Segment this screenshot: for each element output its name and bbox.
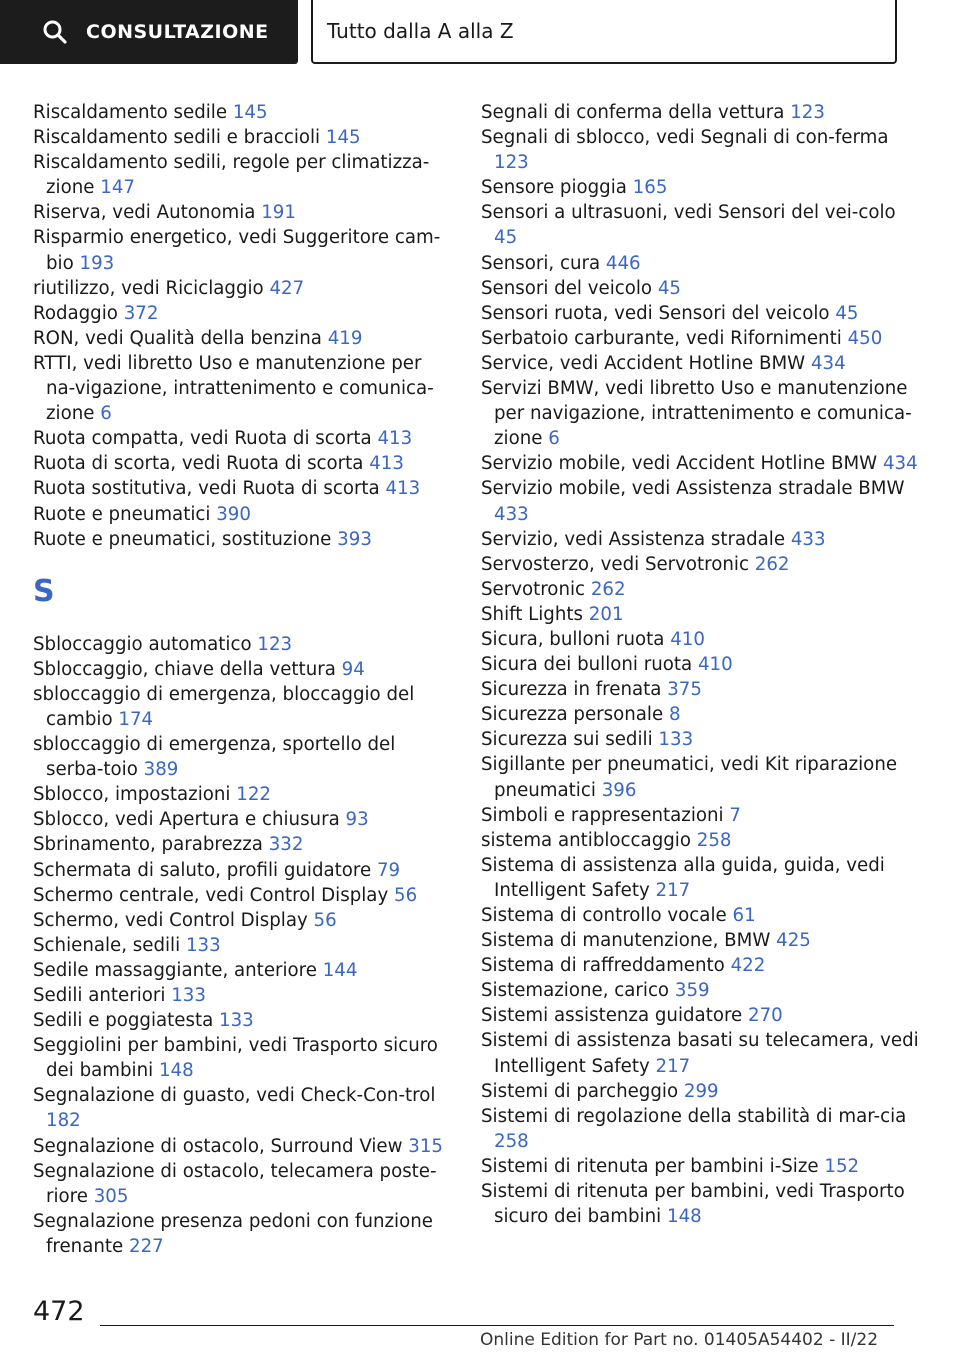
entry-text: sbloccaggio di emergenza, bloccaggio del cambio <box>33 683 415 730</box>
entry-text: Sistemi di ritenuta per bambini i-Size <box>481 1155 819 1177</box>
entry-text: Serbatoio carburante, vedi Rifornimenti <box>481 327 842 349</box>
page-link[interactable]: 270 <box>748 1005 783 1027</box>
index-entry <box>33 326 453 351</box>
page-link[interactable]: 93 <box>345 809 369 831</box>
index-entry <box>481 351 921 376</box>
index-entry <box>481 903 921 928</box>
index-entry <box>33 225 453 275</box>
page-link[interactable]: 61 <box>732 905 756 926</box>
index-entry <box>481 476 921 526</box>
page-link[interactable]: 133 <box>171 985 206 1006</box>
index-entry <box>481 376 921 451</box>
entry-text: Servizio mobile, vedi Assistenza stradale BMW <box>481 478 905 500</box>
index-entry <box>33 502 453 527</box>
page-link[interactable]: 45 <box>835 302 859 324</box>
index-entry <box>33 451 453 476</box>
page-link[interactable]: 262 <box>754 553 790 575</box>
entry-text: Segnali di conferma della vettura <box>481 102 785 123</box>
entry-text: Sbrinamento, parabrezza <box>33 834 263 856</box>
entry-text: Riscaldamento sedile <box>33 102 228 123</box>
entry-text: Risparmio energetico, vedi Suggeritore cam-bio <box>33 227 441 274</box>
page-link[interactable]: 123 <box>494 152 529 174</box>
page-link[interactable]: 393 <box>337 528 372 550</box>
entry-text: Simboli e rappresentazioni <box>481 804 724 826</box>
page-link[interactable]: 133 <box>185 934 221 956</box>
entry-text: Ruota di scorta, vedi Ruota di scorta <box>33 453 364 475</box>
index-entry <box>481 1079 921 1104</box>
entry-text: Rodaggio <box>33 302 118 324</box>
page-link[interactable]: 315 <box>408 1135 443 1157</box>
page-link[interactable]: 433 <box>790 528 826 550</box>
index-entry <box>33 426 453 451</box>
page-link[interactable]: 182 <box>46 1110 81 1132</box>
index-entry <box>481 326 921 351</box>
entry-text: Sicurezza in frenata <box>481 679 662 701</box>
page-link[interactable]: 7 <box>729 804 741 826</box>
entry-text: Sbloccaggio, chiave della vettura <box>33 658 336 680</box>
page-link[interactable]: 148 <box>667 1206 702 1228</box>
entry-text: Sedili anteriori <box>33 985 166 1006</box>
entry-text: Sensori del veicolo <box>481 277 653 299</box>
page-link[interactable]: 45 <box>657 277 682 299</box>
page-link[interactable]: 425 <box>776 930 811 952</box>
index-entry <box>33 1008 453 1033</box>
page-link[interactable]: 410 <box>670 628 705 650</box>
entry-text: Sistemi di regolazione della stabilità di mar-cia <box>481 1105 907 1127</box>
index-entry <box>33 807 453 832</box>
entry-text: Sedili e poggiatesta <box>33 1010 214 1032</box>
index-entry <box>481 1104 921 1154</box>
entry-text: Servosterzo, vedi Servotronic <box>481 553 749 575</box>
index-entry <box>33 1083 453 1133</box>
entry-text: Sistema di controllo vocale <box>481 905 727 926</box>
page-link[interactable]: 427 <box>269 277 305 299</box>
entry-text: Schermo, vedi Control Display <box>33 909 308 931</box>
entry-text: Sensore pioggia <box>481 177 627 199</box>
entry-text: Schermo centrale, vedi Control Display <box>33 884 389 906</box>
index-entry <box>481 677 921 702</box>
index-column-right <box>481 100 921 1229</box>
entry-text: Sensori, cura <box>481 252 601 274</box>
index-entry <box>33 883 453 908</box>
page-link[interactable]: 148 <box>158 1060 194 1082</box>
entry-text: Sicurezza sui sedili <box>481 729 653 751</box>
footer-divider <box>100 1325 894 1326</box>
page-link[interactable]: 372 <box>123 302 159 324</box>
page-number: 472 <box>33 1296 85 1327</box>
page-link[interactable]: 145 <box>325 127 361 149</box>
page-link[interactable]: 396 <box>601 779 637 801</box>
index-entry <box>33 1159 453 1209</box>
index-entry <box>481 978 921 1003</box>
entry-text: sbloccaggio di emergenza, sportello del serba-toio <box>33 734 396 781</box>
page-link[interactable]: 332 <box>268 834 304 856</box>
index-entry <box>481 251 921 276</box>
page-link[interactable]: 133 <box>658 729 694 751</box>
index-entry <box>481 100 921 125</box>
index-entry <box>481 627 921 652</box>
entry-text: RTTI, vedi libretto Uso e manutenzione per na-vigazione, intrattenimento e comunica-zione <box>33 352 434 425</box>
entry-text: Sistemi di assistenza basati su telecamera, vedi Intelligent Safety <box>481 1030 919 1077</box>
page-link[interactable]: 450 <box>847 327 883 349</box>
index-entry <box>481 577 921 602</box>
index-column-left <box>33 100 453 1259</box>
index-entry <box>481 602 921 627</box>
index-entry <box>481 1179 921 1229</box>
index-entry <box>481 752 921 802</box>
entry-text: Shift Lights <box>481 603 583 625</box>
index-entry <box>33 100 453 125</box>
index-entry <box>33 276 453 301</box>
index-entry <box>33 958 453 983</box>
entry-text: Service, vedi Accident Hotline BMW <box>481 352 806 374</box>
entry-text: Sedile massaggiante, anteriore <box>33 959 317 981</box>
index-entry <box>481 125 921 175</box>
entry-text: Sicura dei bulloni ruota <box>481 654 693 676</box>
entry-text: Segnalazione di ostacolo, telecamera poste-riore <box>33 1160 437 1207</box>
index-entry <box>33 682 453 732</box>
entry-text: Ruote e pneumatici <box>33 503 211 525</box>
page-link[interactable]: 201 <box>588 603 624 625</box>
entry-text: Segnalazione di guasto, vedi Check-Con-trol <box>33 1085 436 1107</box>
page-link[interactable]: 174 <box>118 708 154 730</box>
page-link[interactable]: 217 <box>655 879 691 901</box>
page-link[interactable]: 389 <box>143 759 179 781</box>
page-link[interactable]: 193 <box>79 252 115 274</box>
entry-text: sistema antibloccaggio <box>481 829 691 851</box>
entry-text: Sistemi di ritenuta per bambini, vedi Trasporto sicuro dei bambini <box>481 1181 905 1228</box>
index-entry <box>481 1154 921 1179</box>
index-entry <box>33 1134 453 1159</box>
entry-text: Segnalazione di ostacolo, Surround View <box>33 1135 403 1157</box>
index-entry <box>481 702 921 727</box>
page-link[interactable]: 375 <box>667 679 702 701</box>
page-link[interactable]: 434 <box>882 453 918 475</box>
entry-text: RON, vedi Qualità della benzina <box>33 327 322 349</box>
index-entry <box>33 1209 453 1259</box>
index-entry <box>33 782 453 807</box>
entry-text: Sbloccaggio automatico <box>33 633 252 655</box>
page-link[interactable]: 145 <box>232 102 268 123</box>
index-entry <box>481 451 921 476</box>
index-entry <box>33 983 453 1008</box>
index-entry <box>481 301 921 326</box>
entry-text: Sblocco, vedi Apertura e chiusura <box>33 809 340 831</box>
index-entry <box>481 276 921 301</box>
page-link[interactable]: 133 <box>219 1010 254 1032</box>
page-link[interactable]: 217 <box>655 1055 691 1077</box>
entry-text: Segnali di sblocco, vedi Segnali di con-ferma <box>481 127 889 149</box>
entry-text: Servizio, vedi Assistenza stradale <box>481 528 786 550</box>
edition-label: Online Edition for Part no. 01405A54402 - II/22 <box>480 1330 879 1350</box>
page-link[interactable]: 227 <box>129 1235 164 1257</box>
page-link[interactable]: 45 <box>494 227 518 249</box>
page-link[interactable]: 56 <box>394 884 418 906</box>
entry-text: Servotronic <box>481 578 586 600</box>
index-entry <box>481 652 921 677</box>
entry-text: Sblocco, impostazioni <box>33 784 231 806</box>
index-entry <box>33 908 453 933</box>
entry-text: Sistemi assistenza guidatore <box>481 1005 743 1027</box>
entry-text: Sistemazione, carico <box>481 980 670 1002</box>
page-link[interactable]: 123 <box>257 633 293 655</box>
page-link[interactable]: 262 <box>590 578 626 600</box>
entry-text: Sicura, bulloni ruota <box>481 628 665 650</box>
page-link[interactable]: 79 <box>376 859 401 881</box>
index-entry <box>33 832 453 857</box>
index-entry <box>481 552 921 577</box>
index-entry <box>481 200 921 250</box>
entry-text: Ruote e pneumatici, sostituzione <box>33 528 332 550</box>
page-link[interactable]: 433 <box>494 503 529 525</box>
entry-text: Riscaldamento sedili e braccioli <box>33 127 321 149</box>
page-link[interactable]: 258 <box>494 1130 529 1152</box>
index-entry <box>33 632 453 657</box>
entry-text: Sistema di manutenzione, BMW <box>481 930 771 952</box>
index-entry <box>33 351 453 426</box>
index-entry <box>33 933 453 958</box>
page-link[interactable]: 122 <box>236 784 271 806</box>
entry-text: Sensori ruota, vedi Sensori del veicolo <box>481 302 830 324</box>
section-letter: S <box>33 573 55 609</box>
page-link[interactable]: 359 <box>674 980 710 1002</box>
page-link[interactable]: 434 <box>810 352 846 374</box>
index-entry <box>33 1033 453 1083</box>
entry-text: Sensori a ultrasuoni, vedi Sensori del vei-colo <box>481 202 896 224</box>
entry-text: riutilizzo, vedi Riciclaggio <box>33 277 264 299</box>
section-tab-label: Tutto dalla A alla Z <box>327 19 514 43</box>
tutto-dalla-a-alla-z-tab[interactable] <box>311 0 897 64</box>
index-entry <box>33 657 453 682</box>
index-entry <box>481 1028 921 1078</box>
index-entry <box>33 858 453 883</box>
index-entry <box>481 727 921 752</box>
entry-text: Ruota sostitutiva, vedi Ruota di scorta <box>33 478 380 500</box>
page-link[interactable]: 6 <box>100 403 112 425</box>
entry-text: Sistema di raffreddamento <box>481 955 725 977</box>
index-entry <box>481 527 921 552</box>
page-link[interactable]: 258 <box>696 829 732 851</box>
entry-text: Sigillante per pneumatici, vedi Kit riparazione pneumatici <box>481 754 898 801</box>
page-link[interactable]: 165 <box>632 177 668 199</box>
index-entry <box>481 828 921 853</box>
page-link[interactable]: 6 <box>548 428 560 450</box>
page-link[interactable]: 410 <box>697 654 733 676</box>
page-link[interactable]: 191 <box>261 202 296 224</box>
entry-text: Riscaldamento sedili, regole per climatizza-zione <box>33 152 430 199</box>
index-entry <box>33 476 453 501</box>
page-link[interactable]: 152 <box>824 1155 860 1177</box>
entry-text: Schienale, sedili <box>33 934 181 956</box>
page-link[interactable]: 299 <box>683 1080 719 1102</box>
index-entry <box>481 175 921 200</box>
index-entry <box>33 200 453 225</box>
page-link[interactable]: 413 <box>377 428 413 450</box>
page-link[interactable]: 147 <box>100 177 135 199</box>
page-link[interactable]: 413 <box>385 478 421 500</box>
consultazione-label: CONSULTAZIONE <box>86 21 269 43</box>
entry-text: Servizio mobile, vedi Accident Hotline BMW <box>481 453 878 475</box>
index-entry <box>481 928 921 953</box>
entry-text: Riserva, vedi Autonomia <box>33 202 256 224</box>
page-link[interactable]: 8 <box>668 704 681 726</box>
page-link[interactable]: 56 <box>313 909 337 931</box>
index-entry <box>33 732 453 782</box>
page-link[interactable]: 305 <box>93 1185 129 1207</box>
entry-text: Sicurezza personale <box>481 704 664 726</box>
entry-text: Segnalazione presenza pedoni con funzione frenante <box>33 1210 433 1257</box>
page-link[interactable]: 413 <box>369 453 404 475</box>
index-entry <box>481 803 921 828</box>
page-link[interactable]: 123 <box>790 102 825 123</box>
entry-text: Sistemi di parcheggio <box>481 1080 679 1102</box>
index-entry <box>33 527 453 552</box>
index-entry <box>481 953 921 978</box>
page-link[interactable]: 144 <box>322 959 358 981</box>
page-link[interactable]: 446 <box>605 252 641 274</box>
page-link[interactable]: 422 <box>730 955 766 977</box>
page-header <box>0 0 960 66</box>
index-entry <box>33 150 453 200</box>
entry-text: Schermata di saluto, profili guidatore <box>33 859 372 881</box>
index-entry <box>33 301 453 326</box>
index-entry <box>481 1003 921 1028</box>
index-entry <box>481 853 921 903</box>
entry-text: Sistema di assistenza alla guida, guida, vedi Intelligent Safety <box>481 854 885 901</box>
page-link[interactable]: 419 <box>327 327 363 349</box>
page-link[interactable]: 94 <box>341 658 365 680</box>
page-link[interactable]: 390 <box>216 503 251 525</box>
entry-text: Seggiolini per bambini, vedi Trasporto sicuro dei bambini <box>33 1035 438 1082</box>
entry-text: Ruota compatta, vedi Ruota di scorta <box>33 428 372 450</box>
search-icon <box>42 19 68 45</box>
consultazione-tab[interactable] <box>0 0 298 64</box>
entry-text: Servizi BMW, vedi libretto Uso e manutenzione per navigazione, intrattenimento e comunica-zione <box>481 378 912 450</box>
index-entry <box>33 125 453 150</box>
